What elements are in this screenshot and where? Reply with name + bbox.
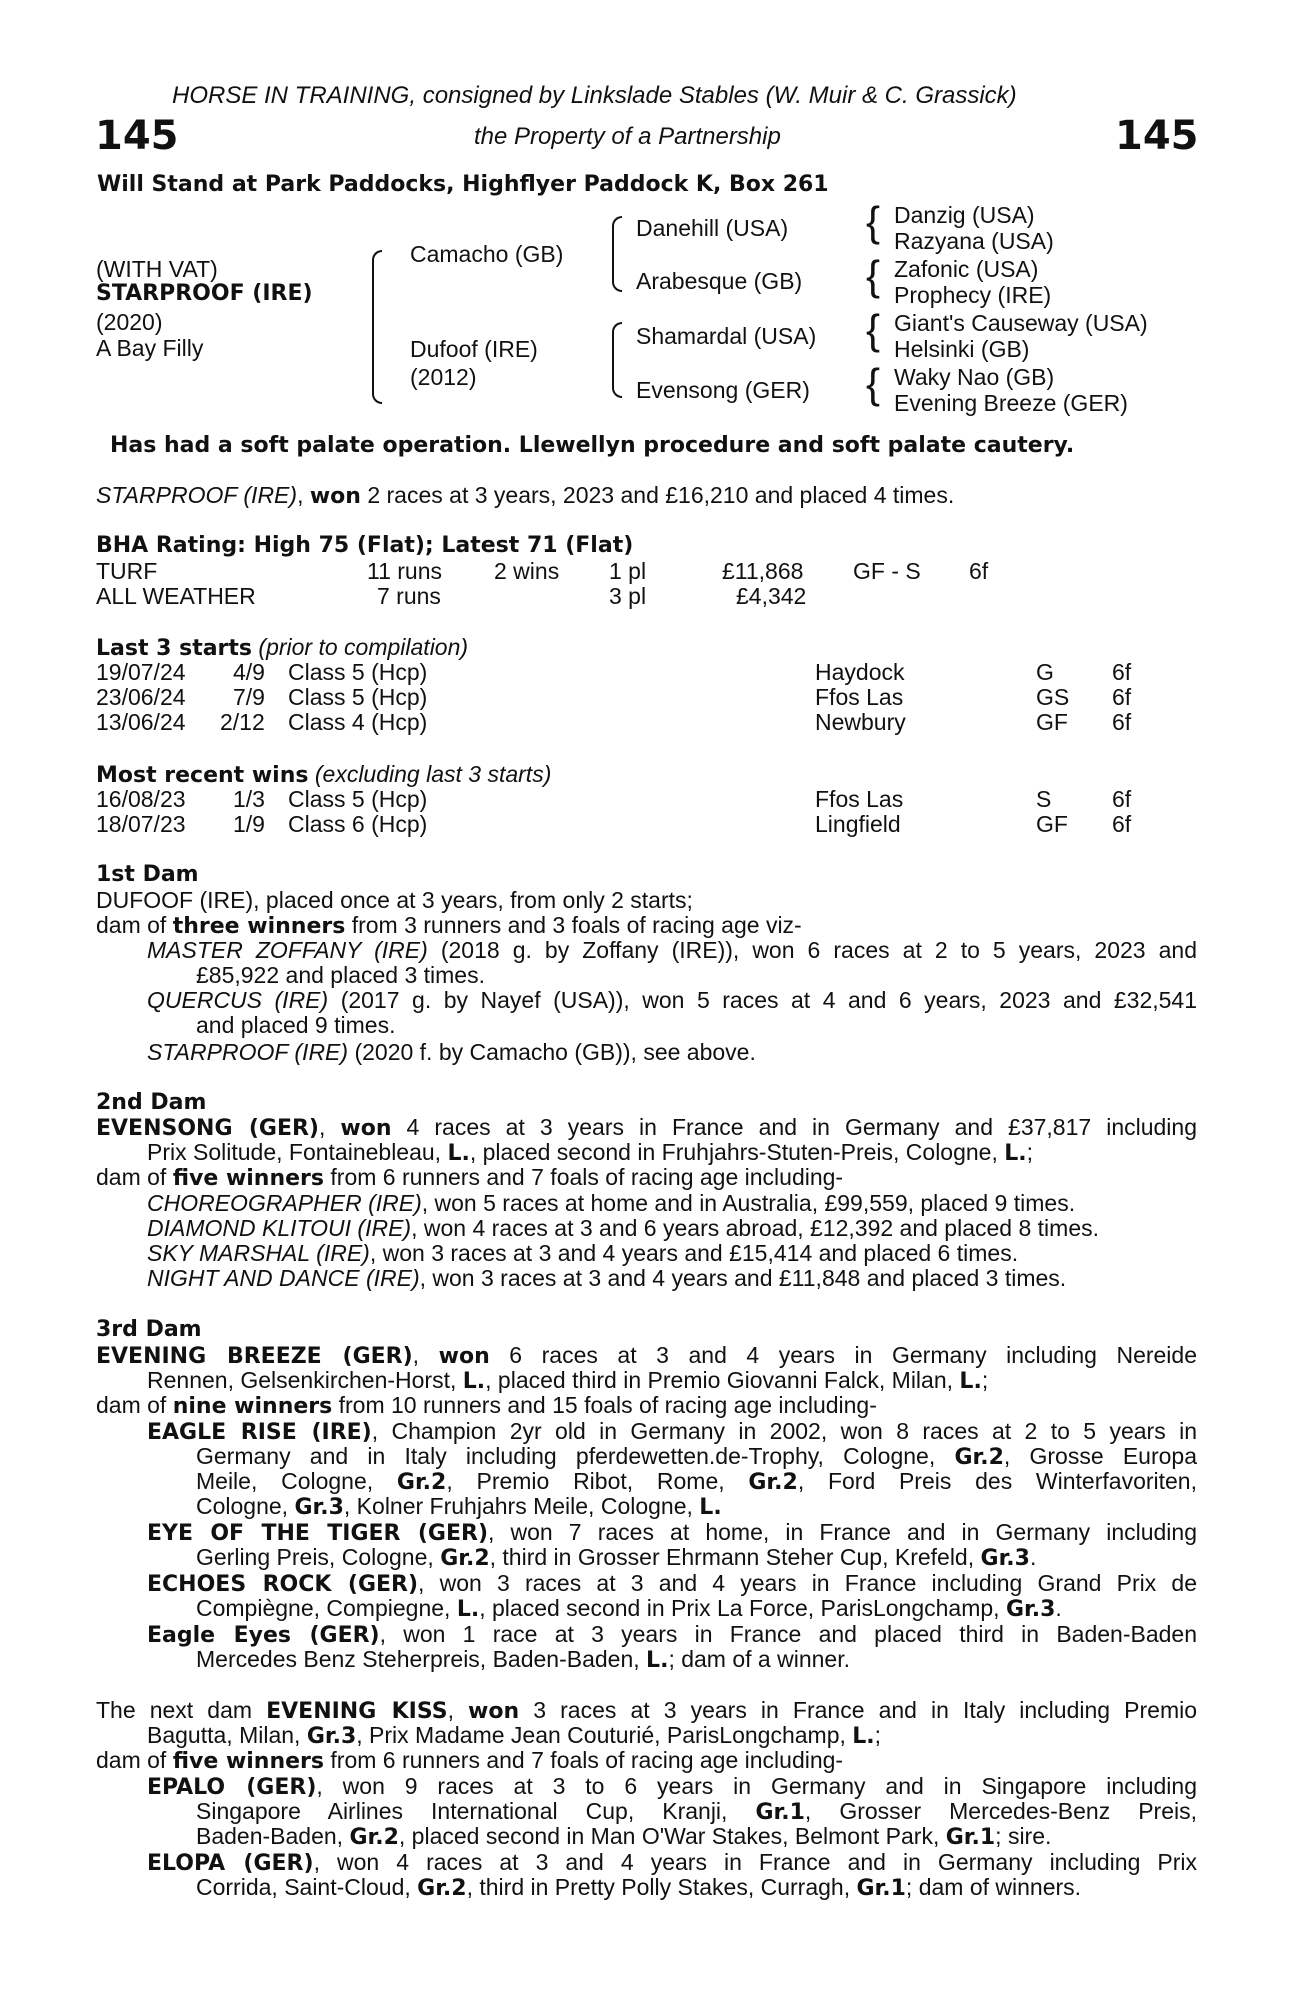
turf-wins: 2 wins <box>494 558 560 584</box>
produce-entry: CHOREOGRAPHER (IRE), won 5 races at home and in Australia, £99,559, placed 9 times. <box>147 1190 1076 1216</box>
dam-dam: Evensong (GER) <box>636 377 810 403</box>
produce-entry: EAGLE RISE (IRE), Champion 2yr old in Germany in 2002, won 8 races at 2 to 5 years in <box>147 1418 1197 1445</box>
turf-placed: 1 pl <box>609 558 647 584</box>
produce-entry: SKY MARSHAL (IRE), won 3 races at 3 and 4 years and £15,414 and placed 6 times. <box>147 1240 1019 1266</box>
brace-g12: { <box>866 198 881 245</box>
produce-entry: Eagle Eyes (GER), won 1 race at 3 years in France and placed third in Baden-Baden <box>147 1621 1197 1648</box>
next-dam-line: The next dam EVENING KISS, won 3 races at 3 years in France and in Italy including Premio <box>96 1697 1198 1724</box>
turf-going: GF - S <box>853 558 921 584</box>
produce-entry-cont: Gerling Preis, Cologne, Gr.2, third in Grosser Ehrmann Steher Cup, Krefeld, Gr.3. <box>196 1544 1037 1571</box>
horse-name: STARPROOF (IRE) <box>96 281 313 306</box>
aw-label: ALL WEATHER <box>96 583 256 609</box>
gg-6: Helsinki (GB) <box>894 336 1030 362</box>
location-line: Will Stand at Park Paddocks, Highflyer Paddock K, Box 261 <box>97 172 829 197</box>
produce-entry: STARPROOF (IRE) (2020 f. by Camacho (GB)), see above. <box>147 1039 756 1065</box>
brace-main <box>372 250 382 404</box>
produce-entry: QUERCUS (IRE) (2017 g. by Nayef (USA)), won 5 races at 4 and 6 years, 2023 and £32,541 <box>147 987 1198 1013</box>
consignor-line: HORSE IN TRAINING, consigned by Linkslade Stables (W. Muir & C. Grassick) <box>172 82 1017 109</box>
sire-dam: Arabesque (GB) <box>636 268 803 294</box>
produce-entry-cont: Mercedes Benz Steherpreis, Baden-Baden, L.; dam of a winner. <box>196 1646 850 1673</box>
sire-name: Camacho (GB) <box>410 241 564 267</box>
gg-3: Zafonic (USA) <box>894 256 1039 282</box>
produce-entry-cont: Germany and in Italy including pferdewetten.de-Trophy, Cologne, Gr.2, Grosse Europa <box>196 1443 1197 1470</box>
produce-entry-cont: Corrida, Saint-Cloud, Gr.2, third in Pretty Polly Stakes, Curragh, Gr.1; dam of winners. <box>196 1874 1082 1901</box>
second-dam-heading: 2nd Dam <box>96 1090 207 1115</box>
third-dam-heading: 3rd Dam <box>96 1317 202 1342</box>
summary-text: 2 races at 3 years, 2023 and £16,210 and placed 4 times. <box>360 482 955 508</box>
produce-entry-cont: Baden-Baden, Gr.2, placed second in Man O'War Stakes, Belmont Park, Gr.1; sire. <box>196 1823 1052 1850</box>
dam-name: Dufoof (IRE) <box>410 336 538 362</box>
produce-entry: EPALO (GER), won 9 races at 3 to 6 years in Germany and in Singapore including <box>147 1773 1197 1800</box>
next-dam-line: dam of five winners from 6 runners and 7 foals of racing age including- <box>96 1747 844 1774</box>
brace-g78: { <box>866 360 881 407</box>
sire-sire: Danehill (USA) <box>636 215 789 241</box>
turf-label: TURF <box>96 558 158 584</box>
gg-1: Danzig (USA) <box>894 202 1035 228</box>
produce-entry: MASTER ZOFFANY (IRE) (2018 g. by Zoffany (IRE)), won 6 races at 2 to 5 years, 2023 and <box>147 937 1197 963</box>
second-dam-line: EVENSONG (GER), won 4 races at 3 years in France and in Germany and £37,817 including <box>96 1114 1197 1141</box>
produce-entry-cont: Compiègne, Compiegne, L., placed second in Prix La Force, ParisLongchamp, Gr.3. <box>196 1595 1062 1622</box>
gg-8: Evening Breeze (GER) <box>894 390 1128 416</box>
aw-prize: £4,342 <box>736 583 807 609</box>
first-dam-line: DUFOOF (IRE), placed once at 3 years, from only 2 starts; <box>96 887 693 913</box>
gg-4: Prophecy (IRE) <box>894 282 1052 308</box>
property-line: the Property of a Partnership <box>474 123 781 150</box>
horse-year: (2020) <box>96 309 163 335</box>
produce-entry-cont: Cologne, Gr.3, Kolner Fruhjahrs Meile, Cologne, L. <box>196 1493 722 1520</box>
horse-description: A Bay Filly <box>96 335 204 361</box>
first-dam-heading: 1st Dam <box>96 862 199 887</box>
third-dam-line: dam of nine winners from 10 runners and 15 foals of racing age including- <box>96 1392 877 1419</box>
lot-number-left: 145 <box>95 113 179 159</box>
vat-note: (WITH VAT) <box>96 256 218 282</box>
produce-entry: ELOPA (GER), won 4 races at 3 and 4 years in France and in Germany including Prix <box>147 1849 1198 1876</box>
turf-distance: 6f <box>969 558 989 584</box>
summary-horse-name: STARPROOF (IRE) <box>96 482 298 508</box>
produce-entry: NIGHT AND DANCE (IRE), won 3 races at 3 and 4 years and £11,848 and placed 3 times. <box>147 1265 1067 1291</box>
gg-7: Waky Nao (GB) <box>894 364 1055 390</box>
lot-number-right: 145 <box>1115 113 1199 159</box>
gg-2: Razyana (USA) <box>894 228 1054 254</box>
aw-runs: 7 runs <box>377 583 441 609</box>
first-dam-line: dam of three winners from 3 runners and 3 foals of racing age viz- <box>96 912 802 939</box>
brace-g34: { <box>866 252 881 299</box>
produce-entry: EYE OF THE TIGER (GER), won 7 races at home, in France and in Germany including <box>147 1519 1197 1546</box>
gg-5: Giant's Causeway (USA) <box>894 310 1148 336</box>
last-starts-title: Last 3 starts (prior to compilation) <box>96 634 469 661</box>
brace-sire <box>612 216 622 292</box>
produce-entry-cont: Meile, Cologne, Gr.2, Premio Ribot, Rome, Gr.2, Ford Preis des Winterfavoriten, <box>196 1468 1197 1495</box>
brace-g56: { <box>866 306 881 353</box>
third-dam-line: EVENING BREEZE (GER), won 6 races at 3 and 4 years in Germany including Nereide <box>96 1342 1198 1369</box>
race-summary: STARPROOF (IRE), won 2 races at 3 years, 2023 and £16,210 and placed 4 times. <box>96 482 955 509</box>
produce-entry: DIAMOND KLITOUI (IRE), won 4 races at 3 and 6 years abroad, £12,392 and placed 8 times. <box>147 1215 1099 1241</box>
turf-prize: £11,868 <box>722 558 804 584</box>
operation-notice: Has had a soft palate operation. Llewellyn procedure and soft palate cautery. <box>110 433 1075 458</box>
summary-won: won <box>309 484 361 509</box>
produce-entry-cont: Singapore Airlines International Cup, Kranji, Gr.1, Grosser Mercedes-Benz Preis, <box>196 1798 1197 1825</box>
rating-title: BHA Rating: High 75 (Flat); Latest 71 (Flat) <box>96 533 634 558</box>
dam-year: (2012) <box>410 364 477 390</box>
produce-entry-cont: and placed 9 times. <box>196 1012 396 1038</box>
aw-placed: 3 pl <box>609 583 647 609</box>
recent-wins-title: Most recent wins (excluding last 3 starts) <box>96 761 552 788</box>
produce-entry-cont: £85,922 and placed 3 times. <box>196 962 485 988</box>
brace-dam <box>612 322 622 398</box>
produce-entry: ECHOES ROCK (GER), won 3 races at 3 and 4 years in France including Grand Prix de <box>147 1570 1197 1597</box>
third-dam-line: Rennen, Gelsenkirchen-Horst, L., placed third in Premio Giovanni Falck, Milan, L.; <box>147 1367 989 1394</box>
turf-runs: 11 runs <box>367 558 443 584</box>
dam-sire: Shamardal (USA) <box>636 323 817 349</box>
next-dam-line: Bagutta, Milan, Gr.3, Prix Madame Jean Couturié, ParisLongchamp, L.; <box>147 1722 882 1749</box>
second-dam-line: dam of five winners from 6 runners and 7 foals of racing age including- <box>96 1164 844 1191</box>
second-dam-line: Prix Solitude, Fontainebleau, L., placed second in Fruhjahrs-Stuten-Preis, Cologne, L.; <box>147 1139 1034 1166</box>
